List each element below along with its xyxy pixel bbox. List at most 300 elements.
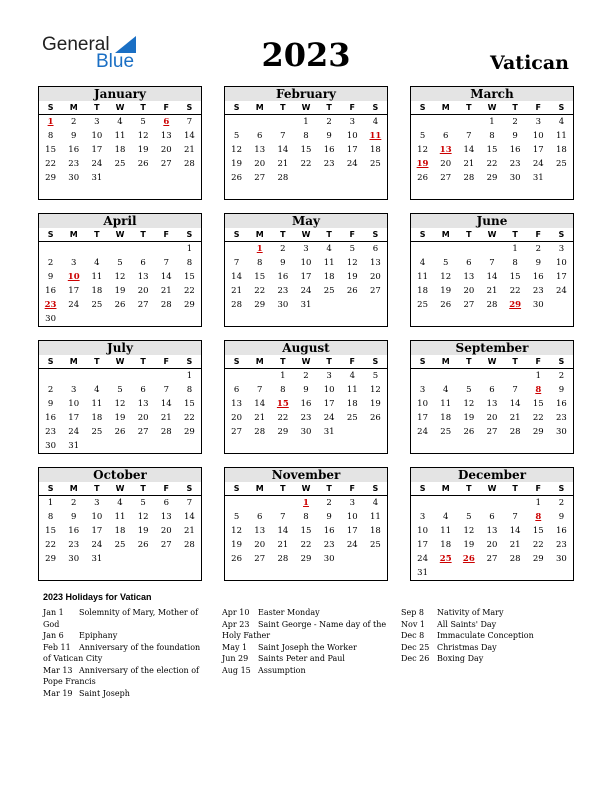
day-cell: 22: [254, 286, 266, 296]
day-cell: 20: [254, 159, 266, 169]
month-august: [224, 340, 388, 454]
day-cell: 21: [509, 540, 521, 550]
day-cell: 2: [303, 371, 309, 381]
day-cell: [434, 496, 457, 510]
weekday-label: T: [280, 230, 286, 239]
day-cell: 26: [114, 300, 126, 310]
day-cell: 26: [370, 413, 381, 423]
week-row: [39, 411, 201, 425]
weekday-label: T: [94, 357, 100, 366]
holiday-date: Apr 10: [222, 608, 250, 617]
holiday-day-cell: 11: [369, 131, 382, 141]
week-row: [411, 270, 573, 284]
day-cell: 24: [346, 540, 358, 550]
month-title: December: [411, 468, 573, 482]
weekday-label: W: [115, 484, 125, 493]
day-cell: [480, 242, 503, 256]
day-cell: 25: [114, 540, 126, 550]
day-cell: 14: [509, 526, 521, 536]
week-row: [225, 270, 387, 284]
day-cell: 10: [532, 131, 544, 141]
week-row: [39, 496, 201, 510]
day-cell: 17: [91, 526, 103, 536]
weekday-header: [225, 482, 387, 496]
day-cell: 3: [326, 371, 332, 381]
day-cell: 24: [91, 159, 103, 169]
day-cell: 10: [323, 385, 335, 395]
weekday-label: T: [280, 484, 286, 493]
day-cell: 22: [509, 286, 521, 296]
month-november: [224, 467, 388, 581]
day-cell: 20: [160, 145, 172, 155]
day-cell: 16: [68, 145, 80, 155]
holiday-date: Dec 8: [401, 631, 425, 640]
holiday-date: May 1: [222, 642, 248, 652]
day-cell: 27: [160, 159, 172, 169]
day-cell: 23: [509, 159, 521, 169]
day-cell: 12: [463, 526, 475, 536]
day-cell: 5: [233, 131, 240, 141]
day-cell: [411, 115, 434, 129]
day-cell: [155, 439, 178, 453]
weekday-label: W: [487, 103, 497, 112]
day-cell: 21: [509, 413, 521, 423]
weekday-label: M: [441, 484, 450, 493]
day-cell: 1: [512, 244, 518, 254]
day-cell: 4: [443, 385, 449, 395]
day-cell: 7: [186, 117, 193, 127]
day-cell: [550, 566, 573, 580]
week-row: [39, 397, 201, 411]
holiday-item: [401, 642, 565, 654]
day-cell: [364, 298, 387, 312]
week-row: [225, 425, 387, 439]
weekday-label: T: [94, 230, 100, 239]
weekday-label: M: [69, 103, 78, 112]
day-cell: 26: [231, 554, 242, 564]
day-cell: [411, 496, 434, 510]
week-row: [411, 566, 573, 580]
day-cell: [132, 552, 155, 566]
weekday-label: T: [280, 103, 286, 112]
week-row: [411, 552, 573, 566]
day-cell: 29: [532, 554, 544, 564]
day-cell: 9: [535, 258, 541, 268]
day-cell: 8: [280, 385, 286, 395]
week-row: [411, 538, 573, 552]
day-cell: 9: [71, 512, 77, 522]
day-cell: [318, 171, 341, 185]
day-cell: 22: [532, 540, 544, 550]
holidays-title: 2023 Holidays for Vatican: [43, 592, 152, 602]
day-cell: [504, 566, 527, 580]
day-cell: 31: [91, 173, 103, 183]
weekday-label: T: [512, 357, 518, 366]
day-cell: 21: [184, 526, 195, 536]
day-cell: 12: [440, 272, 452, 282]
day-cell: 1: [47, 498, 54, 508]
day-cell: [341, 552, 364, 566]
day-cell: 30: [68, 173, 80, 183]
day-cell: 18: [556, 145, 567, 155]
holiday-name: Easter Monday: [258, 608, 320, 617]
day-cell: 16: [509, 145, 521, 155]
day-cell: 11: [346, 385, 358, 395]
day-cell: 30: [277, 300, 289, 310]
day-cell: 10: [417, 526, 428, 536]
day-cell: 9: [558, 512, 565, 522]
holiday-item: [43, 688, 207, 700]
day-cell: 11: [91, 399, 103, 409]
day-cell: [132, 242, 155, 256]
day-cell: 28: [231, 300, 242, 310]
day-cell: 21: [184, 145, 195, 155]
day-cell: 19: [231, 540, 242, 550]
day-cell: 25: [323, 286, 335, 296]
holiday-day-cell: 13: [439, 145, 452, 155]
weekday-label: F: [535, 103, 541, 112]
day-cell: 17: [417, 413, 428, 423]
day-cell: [294, 171, 317, 185]
week-row: [411, 524, 573, 538]
week-row: [225, 411, 387, 425]
day-cell: [85, 369, 108, 383]
holiday-item: [222, 619, 392, 642]
week-row: [225, 298, 387, 312]
day-cell: [480, 496, 503, 510]
day-cell: 3: [303, 244, 309, 254]
weekday-label: W: [301, 484, 311, 493]
week-row: [39, 425, 201, 439]
day-cell: [271, 115, 294, 129]
weekday-label: T: [326, 230, 332, 239]
day-cell: 12: [114, 399, 126, 409]
holiday-name: Saint George - Name day of the Holy Father: [222, 619, 387, 640]
weekday-label: W: [115, 357, 125, 366]
day-cell: [457, 566, 480, 580]
week-row: [225, 129, 387, 143]
day-cell: [108, 171, 131, 185]
holiday-day-cell: 25: [439, 554, 452, 564]
week-row: [39, 552, 201, 566]
day-cell: 20: [486, 540, 498, 550]
weekday-label: M: [69, 484, 78, 493]
day-cell: 9: [280, 258, 286, 268]
week-row: [225, 115, 387, 129]
weekday-header: [39, 228, 201, 242]
day-cell: 29: [45, 554, 56, 564]
holiday-date: Dec 25: [401, 642, 430, 652]
week-row: [39, 439, 201, 453]
day-cell: 13: [370, 258, 381, 268]
weekday-header: [411, 228, 573, 242]
day-cell: 8: [47, 131, 54, 141]
day-cell: 23: [68, 159, 80, 169]
day-cell: 5: [233, 512, 240, 522]
weekday-label: M: [255, 357, 264, 366]
week-row: [39, 171, 201, 185]
day-cell: 30: [323, 554, 335, 564]
day-cell: 29: [254, 300, 266, 310]
day-cell: 27: [231, 427, 242, 437]
weekday-label: T: [140, 230, 146, 239]
day-cell: 22: [300, 159, 312, 169]
day-cell: 14: [184, 131, 195, 141]
day-cell: 3: [349, 117, 355, 127]
month-title: July: [39, 341, 201, 355]
weekday-label: T: [512, 484, 518, 493]
day-cell: 11: [556, 131, 567, 141]
day-cell: 28: [184, 159, 195, 169]
day-cell: [550, 298, 573, 312]
day-cell: 7: [489, 258, 495, 268]
day-cell: 18: [440, 540, 452, 550]
day-cell: 6: [140, 258, 146, 268]
holiday-date: Jan 1: [43, 608, 64, 617]
day-cell: 4: [443, 512, 449, 522]
day-cell: 24: [556, 286, 567, 296]
day-cell: 24: [68, 427, 80, 437]
day-cell: 13: [486, 399, 498, 409]
day-cell: 1: [303, 117, 309, 127]
day-cell: 20: [137, 286, 149, 296]
day-cell: 1: [535, 371, 541, 381]
logo-blue-text: Blue: [96, 51, 135, 72]
day-cell: 27: [486, 554, 498, 564]
holiday-date: Dec 26: [401, 654, 430, 663]
weekday-header: [411, 482, 573, 496]
day-cell: 12: [417, 145, 428, 155]
day-cell: 17: [346, 145, 358, 155]
day-cell: 10: [68, 399, 80, 409]
month-january: [38, 86, 202, 200]
weekday-label: M: [69, 230, 78, 239]
day-cell: 26: [114, 427, 126, 437]
day-cell: 22: [486, 159, 498, 169]
weekday-header: [225, 355, 387, 369]
weekday-label: T: [94, 103, 100, 112]
week-row: [39, 270, 201, 284]
day-cell: 12: [231, 145, 242, 155]
day-cell: [155, 171, 178, 185]
holiday-name: Epiphany: [79, 631, 118, 640]
weekday-label: T: [326, 484, 332, 493]
day-cell: 4: [372, 498, 379, 508]
week-row: [225, 143, 387, 157]
weekday-label: T: [512, 230, 518, 239]
day-cell: 31: [417, 568, 428, 578]
day-cell: 5: [117, 385, 123, 395]
week-row: [225, 510, 387, 524]
day-cell: 1: [535, 498, 541, 508]
day-cell: 22: [277, 413, 289, 423]
day-cell: 16: [277, 272, 289, 282]
day-cell: 17: [556, 272, 567, 282]
day-cell: [108, 312, 131, 326]
day-cell: 27: [370, 286, 381, 296]
holiday-item: [43, 607, 207, 630]
day-cell: 14: [231, 272, 242, 282]
day-cell: 26: [463, 427, 475, 437]
day-cell: 14: [160, 399, 172, 409]
weekday-label: S: [419, 357, 426, 366]
day-cell: 15: [532, 399, 544, 409]
day-cell: 25: [91, 427, 103, 437]
day-cell: 27: [137, 427, 149, 437]
week-row: [411, 171, 573, 185]
weekday-label: W: [115, 230, 125, 239]
day-cell: [85, 312, 108, 326]
day-cell: 14: [277, 145, 289, 155]
day-cell: 5: [466, 385, 472, 395]
day-cell: 24: [68, 300, 80, 310]
week-row: [39, 256, 201, 270]
day-cell: 25: [346, 413, 358, 423]
day-cell: 22: [184, 413, 195, 423]
day-cell: 31: [68, 441, 80, 451]
day-cell: 10: [417, 399, 428, 409]
weekday-label: M: [69, 357, 78, 366]
day-cell: 23: [532, 286, 544, 296]
day-cell: 14: [463, 145, 475, 155]
day-cell: 3: [349, 498, 355, 508]
day-cell: [364, 425, 387, 439]
day-cell: 21: [277, 540, 289, 550]
day-cell: 7: [186, 498, 193, 508]
day-cell: 4: [117, 498, 123, 508]
weekday-label: T: [466, 484, 472, 493]
holiday-day-cell: 1: [256, 244, 263, 254]
day-cell: 6: [489, 512, 495, 522]
holiday-name: Boxing Day: [437, 654, 484, 663]
day-cell: [318, 298, 341, 312]
day-cell: [527, 566, 550, 580]
week-row: [411, 256, 573, 270]
day-cell: 8: [186, 258, 193, 268]
holiday-date: Sep 8: [401, 608, 424, 617]
weekday-label: F: [163, 357, 169, 366]
weekday-label: S: [372, 357, 379, 366]
weekday-label: M: [255, 230, 264, 239]
weekday-label: S: [47, 103, 54, 112]
day-cell: 17: [68, 413, 80, 423]
holiday-name: Anniversary of the election of Pope Francis: [43, 665, 200, 686]
day-cell: 19: [440, 286, 452, 296]
week-row: [39, 510, 201, 524]
weekday-label: S: [558, 103, 565, 112]
month-title: April: [39, 214, 201, 228]
holiday-day-cell: 26: [462, 554, 475, 564]
week-row: [39, 157, 201, 171]
day-cell: 11: [114, 131, 126, 141]
weekday-label: T: [466, 230, 472, 239]
day-cell: 21: [277, 159, 289, 169]
month-title: May: [225, 214, 387, 228]
day-cell: 29: [45, 173, 56, 183]
holiday-date: Jan 6: [43, 631, 64, 640]
day-cell: 6: [466, 258, 472, 268]
weekday-label: T: [466, 103, 472, 112]
day-cell: [411, 369, 434, 383]
day-cell: 6: [257, 131, 263, 141]
day-cell: 18: [370, 526, 381, 536]
day-cell: 25: [417, 300, 428, 310]
holiday-item: [222, 665, 392, 677]
day-cell: [108, 369, 131, 383]
holiday-item: [43, 665, 207, 688]
holiday-column: [222, 607, 392, 676]
day-cell: 2: [71, 117, 77, 127]
weekday-label: F: [349, 230, 355, 239]
week-row: [411, 425, 573, 439]
week-row: [225, 524, 387, 538]
day-cell: 12: [137, 512, 149, 522]
day-cell: 14: [277, 526, 289, 536]
week-row: [39, 524, 201, 538]
day-cell: 24: [417, 427, 428, 437]
day-cell: 11: [440, 526, 452, 536]
day-cell: 30: [45, 441, 56, 451]
day-cell: 19: [231, 159, 242, 169]
weekday-label: T: [326, 103, 332, 112]
day-cell: 10: [556, 258, 567, 268]
weekday-label: S: [47, 357, 54, 366]
day-cell: 14: [160, 272, 172, 282]
day-cell: 20: [160, 526, 172, 536]
day-cell: 11: [370, 512, 381, 522]
weekday-header: [225, 101, 387, 115]
holiday-day-cell: 1: [303, 498, 309, 508]
week-row: [411, 143, 573, 157]
day-cell: 13: [160, 131, 172, 141]
weekday-label: W: [487, 230, 497, 239]
week-row: [39, 284, 201, 298]
day-cell: 9: [558, 385, 565, 395]
day-cell: [62, 312, 85, 326]
day-cell: 21: [160, 413, 172, 423]
day-cell: 29: [532, 427, 544, 437]
day-cell: 15: [184, 272, 195, 282]
day-cell: 27: [463, 300, 475, 310]
day-cell: 26: [231, 173, 242, 183]
week-row: [225, 552, 387, 566]
year-title: 2023: [261, 36, 351, 74]
day-cell: 26: [417, 173, 428, 183]
holiday-date: Mar 13: [43, 665, 73, 675]
day-cell: 1: [186, 244, 193, 254]
day-cell: 11: [323, 258, 335, 268]
day-cell: [178, 552, 201, 566]
day-cell: 26: [137, 159, 149, 169]
day-cell: 7: [512, 512, 518, 522]
day-cell: 20: [254, 540, 266, 550]
day-cell: 12: [463, 399, 475, 409]
day-cell: 6: [489, 385, 495, 395]
day-cell: 10: [91, 131, 103, 141]
weekday-label: F: [163, 484, 169, 493]
holiday-date: Nov 1: [401, 619, 425, 629]
day-cell: 15: [532, 526, 544, 536]
day-cell: 15: [254, 272, 266, 282]
day-cell: 27: [137, 300, 149, 310]
weekday-label: S: [233, 484, 240, 493]
holiday-item: [43, 630, 207, 642]
day-cell: 28: [254, 427, 266, 437]
weekday-label: S: [419, 484, 426, 493]
day-cell: 24: [323, 413, 335, 423]
day-cell: 15: [45, 526, 56, 536]
week-row: [411, 157, 573, 171]
